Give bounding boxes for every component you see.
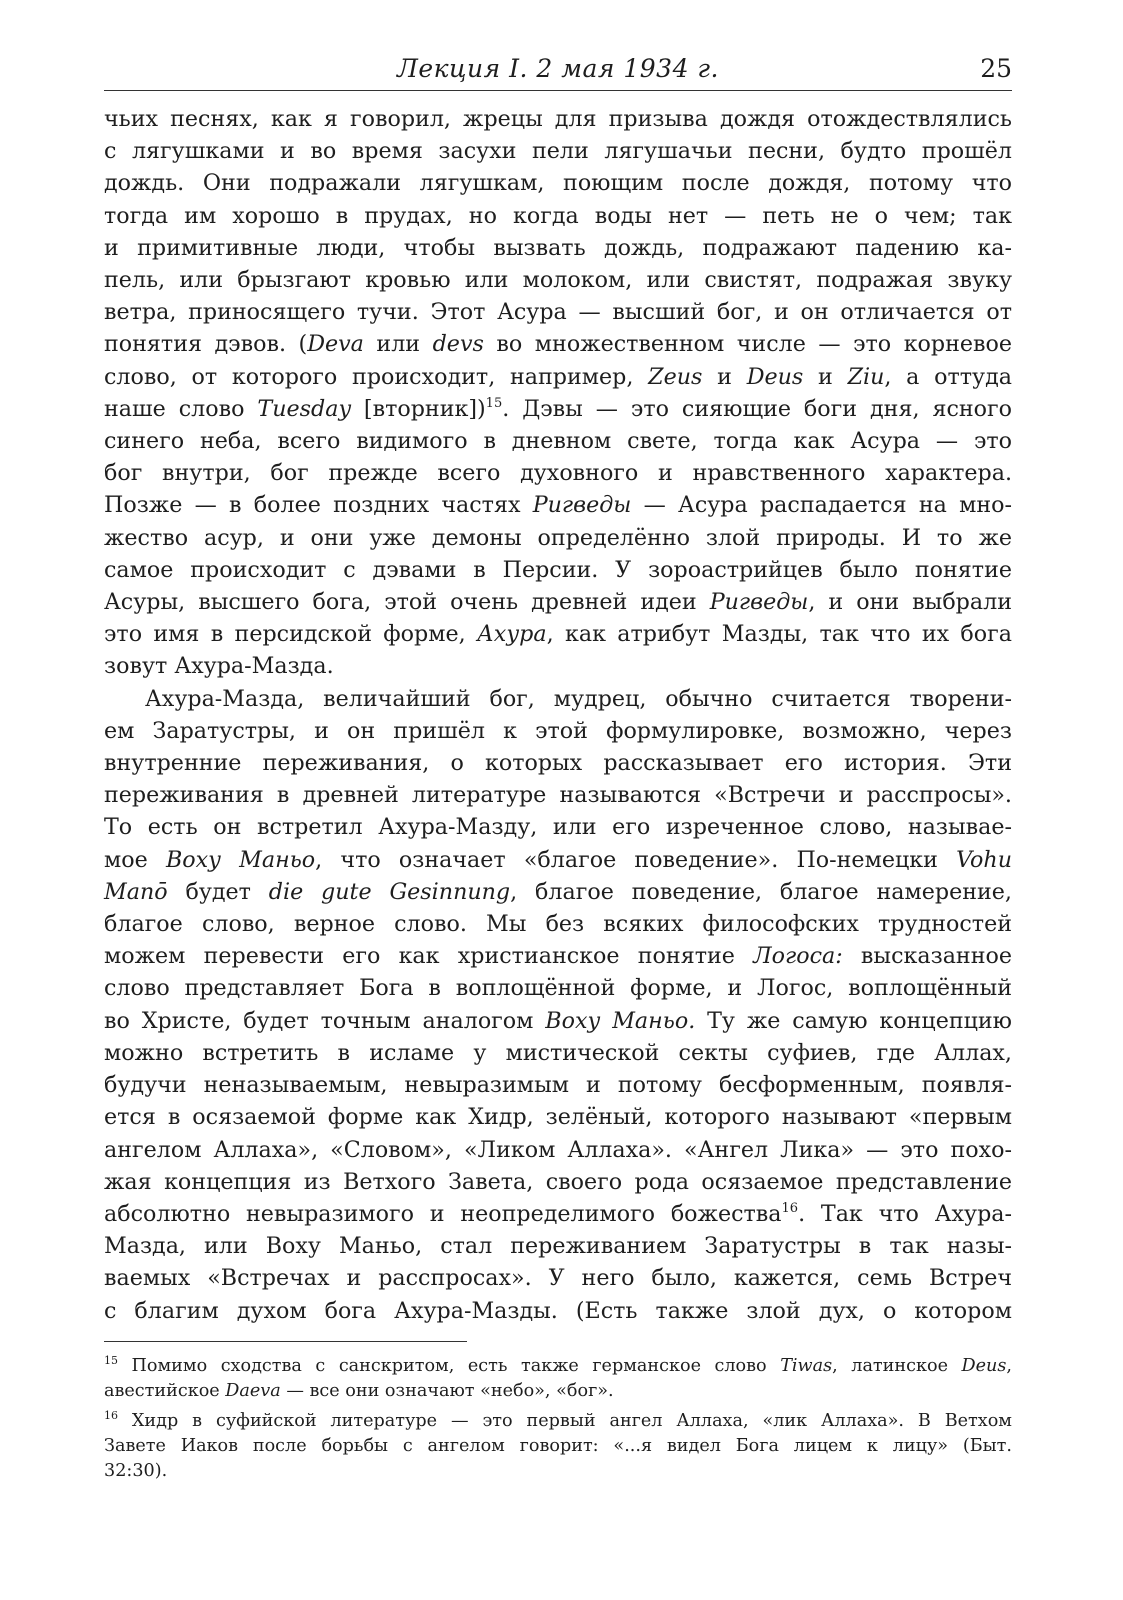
text-line: ветра, приносящего тучи. Этот Асура — высший бог, и он отличается от bbox=[104, 299, 1012, 326]
text-line bbox=[104, 940, 1012, 972]
text-segment: Асуры, высшего бога, этой очень древней идеи bbox=[104, 589, 710, 616]
text-line: с благим духом бога Ахура-Мазды. (Есть также злой дух, о котором bbox=[104, 1297, 1012, 1324]
text-line: чьих песнях, как я говорил, жрецы для призыва дождя отождествлялись bbox=[104, 106, 1012, 132]
text-segment: Позже — в более поздних частях bbox=[104, 492, 533, 519]
text-line bbox=[104, 618, 1012, 650]
text-line: переживания в древней литературе называются «Встречи и расспросы». bbox=[104, 782, 1012, 809]
text-segment: , bbox=[1006, 1355, 1013, 1376]
italic-term: die gute Gesinnung bbox=[268, 878, 511, 905]
footnote-ref-16[interactable]: 16 bbox=[781, 1200, 799, 1216]
paragraph-2 bbox=[104, 683, 1012, 1327]
footnote-line bbox=[104, 1379, 1012, 1404]
text-line: Ахура-Мазда, величайший бог, мудрец, обычно считается творени- bbox=[145, 685, 1012, 712]
text-segment: и bbox=[803, 363, 848, 390]
running-title: Лекция I. 2 мая 1934 г. bbox=[396, 54, 720, 83]
text-line bbox=[104, 1005, 1012, 1037]
footnote-line: Завете Иаков после борьбы с ангелом говорит: «...я видел Бога лицем к лицу» (Быт. bbox=[104, 1435, 1012, 1456]
text-line bbox=[104, 586, 1012, 618]
text-segment: , как атрибут Мазды, так что их бога bbox=[546, 621, 1013, 648]
text-segment: Ту же самую концепцию bbox=[695, 1007, 1012, 1034]
italic-term: Deva bbox=[307, 331, 364, 358]
text-line: ваемых «Встречах и расспросах». У него было, кажется, семь Встреч bbox=[104, 1265, 1012, 1292]
text-line: будучи неназываемым, невыразимым и потому бесформенным, появля- bbox=[104, 1072, 1012, 1099]
text-segment: понятия дэвов. ( bbox=[104, 331, 308, 358]
text-segment: . Так что Ахура- bbox=[798, 1200, 1012, 1227]
text-segment: , благое поведение, благое намерение, bbox=[510, 878, 1012, 905]
italic-term: Manō bbox=[104, 878, 168, 905]
book-page bbox=[104, 52, 1012, 1572]
text-line: То есть он встретил Ахура-Мазду, или его изреченное слово, называе- bbox=[104, 814, 1012, 841]
italic-term: Ziu bbox=[847, 363, 885, 390]
text-line: бог внутри, бог прежде всего духовного и нравственного характера. bbox=[104, 460, 1012, 487]
main-text bbox=[104, 103, 1012, 1327]
footnote-number: 15 bbox=[104, 1353, 118, 1367]
text-line bbox=[104, 489, 1012, 521]
text-segment: авестийское bbox=[104, 1380, 226, 1401]
text-segment: , а оттуда bbox=[884, 363, 1013, 390]
text-segment: , латинское bbox=[832, 1355, 962, 1376]
text-line: Мазда, или Воху Маньо, стал переживанием Заратустры в так назы- bbox=[104, 1233, 1012, 1260]
text-line: ется в осязаемой форме как Хидр, зелёный, которого называют «первым bbox=[104, 1104, 1012, 1131]
page-number: 25 bbox=[980, 54, 1012, 83]
footnote-line bbox=[104, 1354, 1012, 1379]
text-line: и примитивные люди, чтобы вызвать дождь, подражают падению ка- bbox=[104, 234, 1012, 261]
text-line: ем Заратустры, и он пришёл к этой формулировке, возможно, через bbox=[104, 717, 1012, 744]
italic-term: Deus bbox=[746, 363, 804, 390]
footnote-divider bbox=[104, 1341, 467, 1342]
footnote-number: 16 bbox=[104, 1408, 118, 1422]
paragraph-1 bbox=[104, 103, 1012, 683]
text-segment: [вторник]) bbox=[350, 395, 486, 422]
footnote-line bbox=[104, 1409, 1012, 1434]
italic-term: Ригведы bbox=[709, 589, 809, 616]
text-segment: или bbox=[363, 331, 433, 358]
text-line: самое происходит с дэвами в Персии. У зороастрийцев было понятие bbox=[104, 556, 1012, 583]
italic-term: Zeus bbox=[648, 363, 703, 390]
italic-term: Deus bbox=[961, 1355, 1007, 1376]
footnote-ref-15[interactable]: 15 bbox=[485, 395, 503, 411]
text-line: слово представляет Бога в воплощённой форме, и Логос, воплощённый bbox=[104, 975, 1012, 1002]
italic-term: Tuesday bbox=[257, 395, 351, 422]
text-line: благое слово, верное слово. Мы без всяких философских трудностей bbox=[104, 911, 1012, 938]
text-segment: Помимо сходства с санскритом, есть также германское слово bbox=[118, 1355, 781, 1376]
text-segment: наше слово bbox=[104, 395, 258, 422]
italic-term: Ригведы bbox=[532, 492, 632, 519]
text-segment: Хидр в суфийской литературе — это первый ангел Аллаха, «лик Аллаха». В Ветхом bbox=[118, 1410, 1012, 1431]
text-line bbox=[104, 393, 1012, 425]
text-line: тогда им хорошо в прудах, но когда воды нет — петь не о чем; так bbox=[104, 202, 1012, 229]
text-line bbox=[104, 328, 1012, 360]
text-segment: во множественном числе — это корневое bbox=[483, 331, 1013, 358]
italic-term: Логоса: bbox=[753, 943, 843, 970]
text-segment: слово, от которого происходит, например, bbox=[104, 363, 649, 390]
italic-term: Daeva bbox=[225, 1380, 281, 1401]
text-line: можно встретить в исламе у мистической секты суфиев, где Аллах, bbox=[104, 1039, 1012, 1066]
text-line: жая концепция из Ветхого Завета, своего рода осязаемое представление bbox=[104, 1168, 1012, 1195]
text-segment: — Асура распадается на мно- bbox=[631, 492, 1012, 519]
text-segment: абсолютно невыразимого и неопределимого божества bbox=[104, 1200, 782, 1227]
footnote-16 bbox=[104, 1409, 1012, 1484]
italic-term: devs bbox=[432, 331, 484, 358]
text-segment: . Дэвы — это сияющие боги дня, ясного bbox=[502, 395, 1013, 422]
text-line bbox=[104, 876, 1012, 908]
italic-term: Vohu bbox=[956, 846, 1012, 873]
text-segment: во Христе, будет точным аналогом bbox=[104, 1007, 546, 1034]
italic-term: Ахура bbox=[477, 621, 547, 648]
page-header bbox=[104, 52, 1012, 91]
text-segment: и bbox=[702, 363, 747, 390]
footnotes bbox=[104, 1354, 1012, 1484]
text-segment: , что означает «благое поведение». По-немецки bbox=[315, 846, 957, 873]
text-segment: — все они означают «небо», «бог». bbox=[280, 1380, 614, 1401]
text-segment: мое bbox=[104, 846, 166, 873]
text-line: ангелом Аллаха», «Словом», «Ликом Аллаха». «Ангел Лика» — это похо- bbox=[104, 1136, 1012, 1163]
text-segment: , и они выбрали bbox=[808, 589, 1012, 616]
text-line: пель, или брызгают кровью или молоком, или свистят, подражая звуку bbox=[104, 267, 1012, 294]
text-line: жество асур, и они уже демоны определённо злой природы. И то же bbox=[104, 524, 1012, 551]
text-line: зовут Ахура-Мазда. bbox=[104, 653, 334, 680]
text-segment: можем перевести его как христианское понятие bbox=[104, 943, 754, 970]
text-line bbox=[104, 361, 1012, 393]
text-segment: это имя в персидской форме, bbox=[104, 621, 477, 648]
text-line: дождь. Они подражали лягушкам, поющим после дождя, потому что bbox=[104, 170, 1012, 197]
text-segment: будет bbox=[167, 878, 269, 905]
footnote-15 bbox=[104, 1354, 1012, 1404]
text-line bbox=[104, 844, 1012, 876]
italic-term: Воху Маньо bbox=[165, 846, 316, 873]
text-segment: высказанное bbox=[842, 943, 1012, 970]
text-line bbox=[104, 1198, 1012, 1230]
italic-term: Tiwas bbox=[780, 1355, 833, 1376]
text-line: внутренние переживания, о которых рассказывает его история. Эти bbox=[104, 750, 1012, 777]
italic-term: Воху Маньо. bbox=[545, 1007, 696, 1034]
text-line: с лягушками и во время засухи пели лягушачьи песни, будто прошёл bbox=[104, 138, 1012, 165]
footnote-line: 32:30). bbox=[104, 1460, 168, 1481]
text-line: синего неба, всего видимого в дневном свете, тогда как Асура — это bbox=[104, 428, 1012, 455]
